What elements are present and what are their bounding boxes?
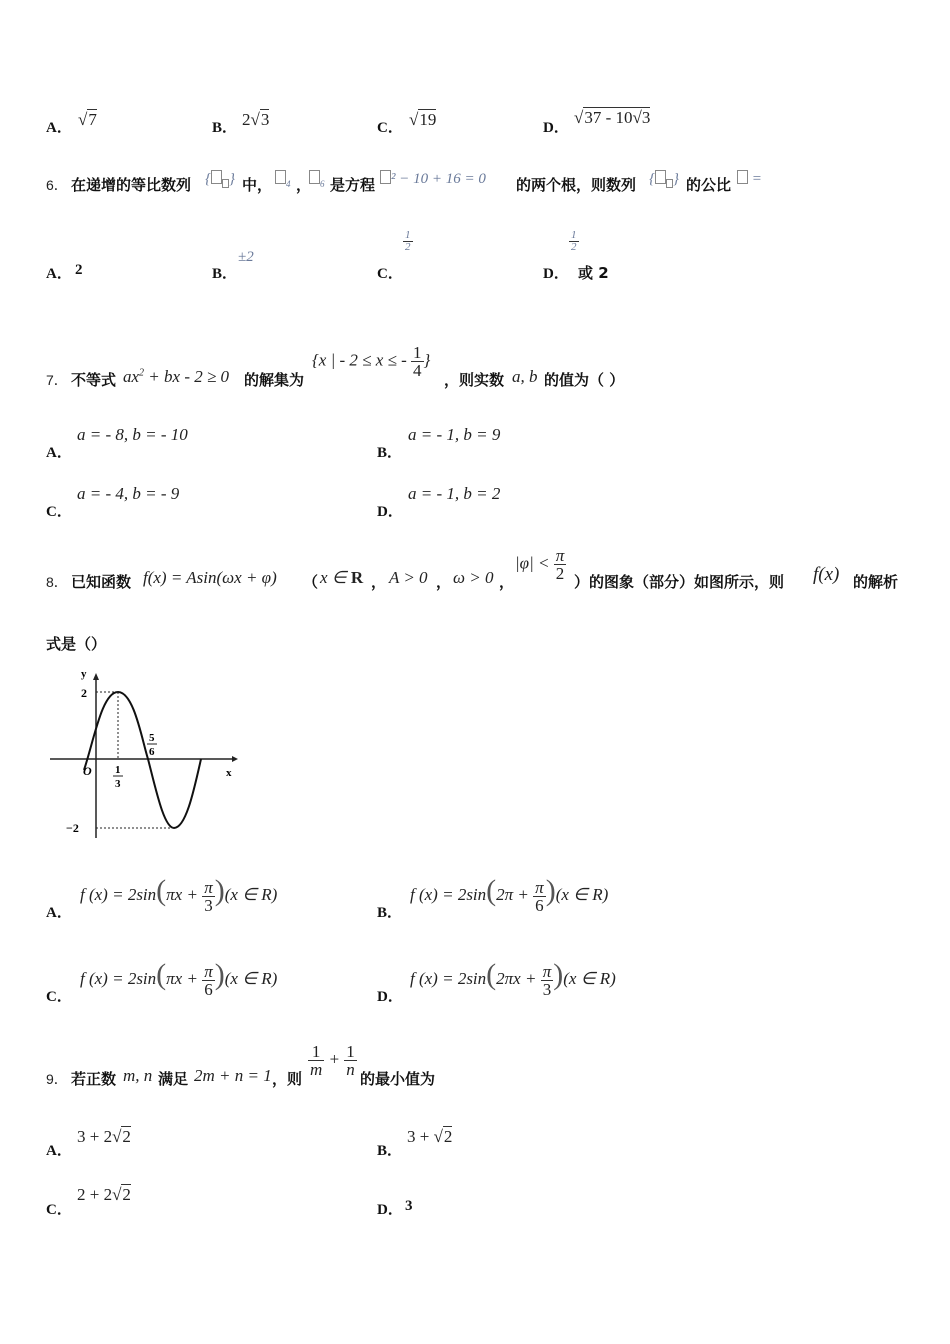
q6-text-4: 是方程 [330, 176, 376, 194]
q9-option-d-label: D． [377, 1202, 403, 1218]
q6-option-d-value: 或 2 [578, 264, 609, 282]
q6-text-5: 的两个根，则数列 [516, 176, 637, 194]
q5-option-b-label: B． [212, 120, 238, 136]
graph-xtick-one-third [113, 764, 123, 790]
q9-option-c-label: C． [46, 1202, 72, 1218]
q6-sequence-b: { } [649, 171, 679, 187]
q7-inequality: $ax^2$ + bx - 2 ≥ 0 [123, 367, 230, 386]
graph-x-arrow-icon [232, 756, 238, 762]
q5-option-d-expr: √37 - 10√3 [574, 108, 651, 127]
q9-option-d-value: 3 [405, 1198, 413, 1214]
q6-text-3: ， [296, 176, 312, 194]
q6-text-2: 中， [242, 176, 273, 194]
graph-xtick-five-sixths [147, 732, 157, 758]
q7-set: {x | - 2 ≤ x ≤ - $\frac{1}{4}$ } [312, 343, 431, 380]
q6-text-6: 的公比 [686, 176, 732, 194]
q6-number: 6． [46, 177, 68, 193]
q8-func: f(x) = Asin(ωx + φ) [143, 568, 277, 587]
q5-option-a-label: A． [46, 120, 72, 136]
svg-text:3: 3 [115, 778, 121, 790]
q7-option-b-expr: a = - 1, b = 9 [408, 425, 501, 444]
q7-option-d-expr: a = - 1, b = 2 [408, 484, 501, 503]
q8-sine-graph [46, 660, 246, 845]
q7-number: 7． [46, 372, 68, 388]
q7-option-a-expr: a = - 8, b = - 10 [77, 425, 188, 444]
q8-option-b-label: B． [377, 905, 403, 921]
q5-option-a-expr: √7 [78, 110, 97, 129]
q6-a6: 6 [309, 170, 325, 189]
q9-option-a-expr: 3 + 2√2 [77, 1127, 131, 1146]
q7-text-1: 不等式 [71, 371, 117, 389]
q9-option-a-label: A． [46, 1143, 72, 1159]
q8-text-2: （ [303, 573, 319, 591]
q7-option-a-label: A． [46, 445, 72, 461]
q8-cond-1: x ∈ R [320, 568, 364, 587]
q8-text-1: 已知函数 [71, 573, 132, 591]
q5-option-b-expr: 2√3 [242, 110, 270, 129]
q8-option-b-expr: f (x) = 2sin(2π + $\frac{\pi}{6}$ )(x ∈ R) [410, 874, 609, 915]
q6-text-1: 在递增的等比数列 [71, 176, 192, 194]
q9-constraint: 2m + n = 1 [194, 1066, 272, 1085]
q9-option-b-label: B． [377, 1143, 403, 1159]
q7-vars: a, b [512, 367, 538, 386]
q6-option-c-value: $\frac{1}{2}$ [405, 229, 411, 253]
svg-text:5: 5 [149, 732, 155, 744]
q6-option-d-label: D． [543, 266, 569, 282]
q9-option-c-expr: 2 + 2√2 [77, 1185, 131, 1204]
q9-text-1: 若正数 [71, 1070, 117, 1088]
graph-ymax-label: 2 [81, 686, 87, 700]
graph-y-label: y [81, 668, 87, 680]
q8-option-c-label: C． [46, 989, 72, 1005]
q8-text-4: 的解析 [853, 573, 899, 591]
q9-option-b-expr: 3 + √2 [407, 1127, 453, 1146]
q8-comma-2: ， [436, 573, 452, 591]
q9-target: $\frac{1}{m}$ + $\frac{1}{n}$ [310, 1042, 355, 1079]
q6-option-d-fraction: $\frac{1}{2}$ [571, 229, 577, 253]
graph-ymin-label: −2 [66, 821, 79, 835]
q8-option-d-label: D． [377, 989, 403, 1005]
q9-vars: m, n [123, 1066, 153, 1085]
q6-option-b-label: B． [212, 266, 238, 282]
graph-origin-label: O [83, 764, 92, 778]
q8-cond-2: A > 0 [389, 568, 428, 587]
q7-option-c-expr: a = - 4, b = - 9 [77, 484, 180, 503]
q9-text-3: ，则 [272, 1070, 303, 1088]
q8-option-c-expr: f (x) = 2sin(πx + $\frac{\pi}{6}$ )(x ∈ R) [80, 958, 278, 999]
q8-comma-3: ， [499, 573, 515, 591]
q6-q-symbol: = [737, 170, 762, 188]
q6-a4: 4 [275, 170, 291, 189]
q5-option-c-label: C． [377, 120, 403, 136]
q6-option-c-label: C． [377, 266, 403, 282]
q8-option-a-expr: f (x) = 2sin(πx + $\frac{\pi}{3}$ )(x ∈ R) [80, 874, 278, 915]
q8-cond-3: ω > 0 [453, 568, 494, 587]
q8-option-d-expr: f (x) = 2sin(2πx + $\frac{\pi}{3}$ )(x ∈ R) [410, 958, 616, 999]
q9-text-4: 的最小值为 [360, 1070, 436, 1088]
q6-option-b-value: ±2 [238, 249, 254, 265]
svg-text:6: 6 [149, 746, 155, 758]
q7-text-3: ，则实数 [444, 371, 505, 389]
q8-number: 8． [46, 574, 68, 590]
q7-option-d-label: D． [377, 504, 403, 520]
q7-option-b-label: B． [377, 445, 403, 461]
q6-equation: ² − 10 + 16 = 0 [380, 170, 486, 188]
q9-number: 9． [46, 1071, 68, 1087]
q6-sequence-a: { } [205, 171, 235, 187]
q8-comma-1: ， [371, 573, 387, 591]
q7-text-2: 的解集为 [244, 371, 305, 389]
graph-sine-curve [84, 692, 201, 828]
q7-text-4: 的值为（ ） [544, 371, 625, 389]
svg-text:1: 1 [115, 764, 121, 776]
q9-text-2: 满足 [158, 1070, 189, 1088]
q7-option-c-label: C． [46, 504, 72, 520]
q8-option-a-label: A． [46, 905, 72, 921]
q6-option-a-label: A． [46, 266, 72, 282]
q8-text-3: ）的图象（部分）如图所示，则 [574, 573, 785, 591]
q6-option-a-value: 2 [75, 262, 83, 278]
q5-option-d-label: D． [543, 120, 569, 136]
q8-line-2: 式是（） [46, 635, 107, 653]
graph-x-label: x [226, 767, 232, 779]
graph-y-arrow-icon [93, 673, 99, 680]
q8-cond-4: |φ| < $\frac{\pi}{2}$ [515, 546, 565, 583]
q8-fx: f(x) [813, 564, 840, 585]
q5-option-c-expr: √19 [409, 110, 437, 129]
